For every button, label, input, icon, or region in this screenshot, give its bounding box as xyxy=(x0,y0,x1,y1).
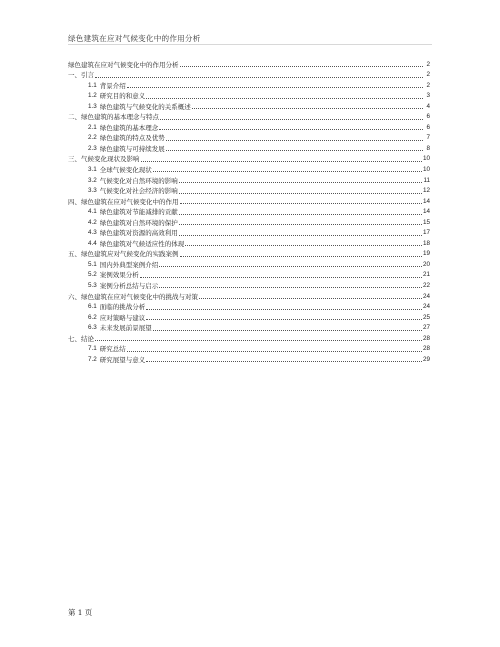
toc-entry-title: 四、绿色建筑在应对气候变化中的作用 xyxy=(68,197,179,206)
toc-entry[interactable] xyxy=(68,216,430,227)
toc-entry-title: 绿色建筑对资源的高效利用 xyxy=(99,229,178,238)
toc-entry-number: 7.1 xyxy=(88,345,97,353)
toc-dot-leader xyxy=(180,66,424,67)
toc-entry-number: 3.1 xyxy=(88,166,97,174)
toc-entry-number: 4.4 xyxy=(88,239,97,247)
toc-entry-page: 8 xyxy=(426,144,430,152)
toc-entry-page: 28 xyxy=(422,345,430,353)
toc-dot-leader xyxy=(127,351,422,352)
toc-dot-leader xyxy=(153,330,422,331)
toc-entry-page: 3 xyxy=(426,92,430,100)
toc-entry-title: 背景介绍 xyxy=(99,81,126,90)
toc-entry-number: 4.3 xyxy=(88,229,97,237)
toc-entry-page: 24 xyxy=(422,292,430,300)
toc-entry-page: 7 xyxy=(426,134,430,142)
toc-entry-page: 20 xyxy=(422,260,430,268)
toc-entry-title: 气候变化对社会经济的影响 xyxy=(99,187,178,196)
toc-dot-leader xyxy=(95,340,422,341)
toc-entry-page: 22 xyxy=(422,282,430,290)
toc-entry-page: 15 xyxy=(422,218,430,226)
toc-entry[interactable] xyxy=(68,206,430,217)
toc-entry-page: 2 xyxy=(426,60,430,68)
toc-entry-title: 研究展望与意义 xyxy=(99,355,146,364)
toc-entry[interactable] xyxy=(68,58,430,69)
toc-dot-leader xyxy=(179,193,422,194)
toc-entry-title: 研究目的和意义 xyxy=(99,92,146,101)
toc-dot-leader xyxy=(140,277,422,278)
toc-dot-leader xyxy=(146,319,422,320)
toc-entry-page: 10 xyxy=(422,166,430,174)
toc-entry[interactable] xyxy=(68,279,430,290)
toc-entry-title: 六、绿色建筑在应对气候变化中的挑战与对策 xyxy=(68,292,198,301)
toc-entry-title: 绿色建筑的特点及优势 xyxy=(99,134,165,143)
toc-entry-title: 绿色建筑对节能减排的贡献 xyxy=(99,208,178,217)
toc-dot-leader xyxy=(127,87,423,88)
toc-entry-title: 面临的挑战分析 xyxy=(99,303,146,312)
toc-entry-title: 绿色建筑与可持续发展 xyxy=(99,144,165,153)
page-number-footer: 第 1 页 xyxy=(68,608,93,617)
toc-entry-page: 24 xyxy=(422,303,430,311)
toc-dot-leader xyxy=(146,361,422,362)
table-of-contents xyxy=(68,58,430,364)
toc-entry-number: 1.3 xyxy=(88,102,97,110)
toc-dot-leader xyxy=(192,108,423,109)
toc-entry-page: 14 xyxy=(422,208,430,216)
page-header-title: 绿色建筑在应对气候变化中的作用分析 xyxy=(68,34,201,43)
toc-entry[interactable] xyxy=(68,311,430,322)
toc-dot-leader xyxy=(179,214,422,215)
toc-entry-page: 2 xyxy=(426,81,430,89)
toc-dot-leader xyxy=(179,235,422,236)
toc-entry[interactable] xyxy=(68,111,430,122)
toc-entry[interactable] xyxy=(68,227,430,238)
toc-dot-leader xyxy=(179,182,423,183)
toc-entry-title: 案例分析总结与启示 xyxy=(99,282,159,291)
toc-entry-number: 7.2 xyxy=(88,355,97,363)
toc-entry-number: 2.1 xyxy=(88,123,97,131)
toc-entry-title: 应对策略与建议 xyxy=(99,313,146,322)
toc-entry[interactable] xyxy=(68,132,430,143)
toc-entry-number: 2.2 xyxy=(88,134,97,142)
toc-entry[interactable] xyxy=(68,100,430,111)
toc-entry-title: 全球气候变化现状 xyxy=(99,166,152,175)
toc-dot-leader xyxy=(166,150,423,151)
toc-entry-title: 绿色建筑在应对气候变化中的作用分析 xyxy=(68,60,179,69)
toc-entry-number: 1.1 xyxy=(88,81,97,89)
toc-dot-leader xyxy=(179,224,422,225)
toc-entry[interactable] xyxy=(68,353,430,364)
toc-entry-title: 五、绿色建筑应对气候变化的实践案例 xyxy=(68,250,179,259)
toc-entry-number: 5.2 xyxy=(88,271,97,279)
toc-entry-page: 27 xyxy=(422,324,430,332)
toc-entry-number: 4.2 xyxy=(88,218,97,226)
toc-dot-leader xyxy=(146,309,422,310)
toc-entry-title: 研究总结 xyxy=(99,345,126,354)
toc-entry[interactable] xyxy=(68,90,430,101)
toc-entry-number: 6.2 xyxy=(88,313,97,321)
toc-entry[interactable] xyxy=(68,142,430,153)
toc-entry-title: 绿色建筑对自然环境的保护 xyxy=(99,218,178,227)
toc-entry[interactable] xyxy=(68,153,430,164)
toc-dot-leader xyxy=(166,140,423,141)
toc-entry-number: 1.2 xyxy=(88,92,97,100)
toc-dot-leader xyxy=(180,203,422,204)
toc-dot-leader xyxy=(159,129,423,130)
toc-entry-title: 三、气候变化现状及影响 xyxy=(68,155,140,164)
toc-entry-number: 6.3 xyxy=(88,324,97,332)
toc-entry-title: 绿色建筑与气候变化的关系概述 xyxy=(99,102,191,111)
toc-entry[interactable] xyxy=(68,79,430,90)
toc-entry-page: 25 xyxy=(422,313,430,321)
toc-entry-page: 18 xyxy=(422,239,430,247)
toc-entry-page: 14 xyxy=(422,197,430,205)
toc-entry-title: 二、绿色建筑的基本理念与特点 xyxy=(68,113,159,122)
toc-entry[interactable] xyxy=(68,174,430,185)
toc-entry-page: 4 xyxy=(426,102,430,110)
toc-dot-leader xyxy=(199,298,422,299)
toc-entry[interactable] xyxy=(68,237,430,248)
toc-entry[interactable] xyxy=(68,269,430,280)
toc-dot-leader xyxy=(141,161,422,162)
toc-entry-page: 6 xyxy=(426,123,430,131)
toc-entry-title: 未来发展前景展望 xyxy=(99,324,152,333)
toc-dot-leader xyxy=(159,287,422,288)
toc-dot-leader xyxy=(146,98,423,99)
toc-dot-leader xyxy=(153,171,422,172)
toc-entry-number: 5.1 xyxy=(88,260,97,268)
toc-entry[interactable] xyxy=(68,121,430,132)
toc-entry-number: 5.3 xyxy=(88,282,97,290)
toc-entry-page: 10 xyxy=(422,155,430,163)
toc-entry-number: 6.1 xyxy=(88,303,97,311)
toc-dot-leader xyxy=(180,256,422,257)
toc-entry-page: 11 xyxy=(423,176,430,184)
toc-entry-page: 17 xyxy=(422,229,430,237)
toc-entry-page: 2 xyxy=(426,71,430,79)
toc-entry-page: 6 xyxy=(426,113,430,121)
toc-entry-page: 19 xyxy=(422,250,430,258)
toc-entry-title: 案例效果分析 xyxy=(99,271,139,280)
toc-entry-number: 3.3 xyxy=(88,187,97,195)
toc-dot-leader xyxy=(159,266,422,267)
toc-entry[interactable] xyxy=(68,185,430,196)
toc-entry[interactable] xyxy=(68,258,430,269)
toc-entry-title: 绿色建筑的基本理念 xyxy=(99,123,159,132)
toc-entry-number: 3.2 xyxy=(88,176,97,184)
toc-entry-title: 国内外典型案例介绍 xyxy=(99,260,159,269)
toc-entry[interactable] xyxy=(68,322,430,333)
toc-entry-title: 气候变化对自然环境的影响 xyxy=(99,176,178,185)
header-divider xyxy=(68,44,432,45)
toc-entry[interactable] xyxy=(68,332,430,343)
toc-dot-leader xyxy=(95,77,423,78)
toc-entry[interactable] xyxy=(68,163,430,174)
toc-entry[interactable] xyxy=(68,69,430,80)
toc-entry[interactable] xyxy=(68,248,430,259)
toc-entry[interactable] xyxy=(68,195,430,206)
toc-entry-page: 28 xyxy=(422,334,430,342)
toc-entry-page: 21 xyxy=(422,271,430,279)
toc-entry-number: 4.1 xyxy=(88,208,97,216)
toc-entry-number: 2.3 xyxy=(88,144,97,152)
toc-entry-title: 一、引言 xyxy=(68,71,94,80)
toc-entry-title: 七、结论 xyxy=(68,334,94,343)
toc-entry[interactable] xyxy=(68,301,430,312)
toc-entry[interactable] xyxy=(68,290,430,301)
toc-entry-page: 12 xyxy=(422,187,430,195)
toc-entry-page: 29 xyxy=(422,355,430,363)
toc-dot-leader xyxy=(160,119,423,120)
toc-entry[interactable] xyxy=(68,343,430,354)
toc-entry-title: 绿色建筑对气候适应性的体现 xyxy=(99,239,185,248)
toc-dot-leader xyxy=(185,245,422,246)
